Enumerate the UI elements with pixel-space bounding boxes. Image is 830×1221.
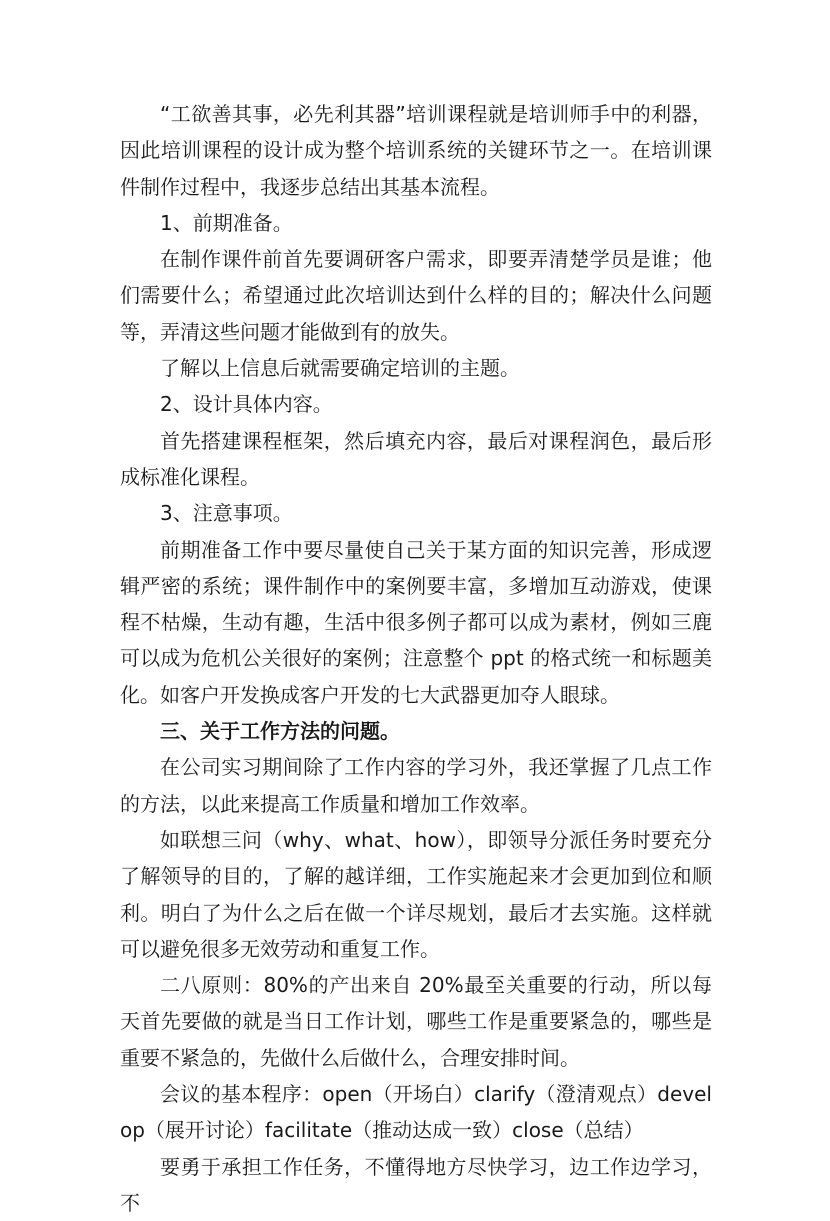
paragraph-pareto-principle: 二八原则：80%的产出来自 20%最至关重要的行动，所以每天首先要做的就是当日工作计划，哪些工作是重要紧急的，哪些是重要不紧急的，先做什么后做什么，合理安排时间。 (120, 973, 712, 1070)
document-body (120, 96, 712, 1221)
heading-step-1: 1、前期准备。 (160, 210, 293, 235)
paragraph-three-questions: 如联想三问（why、what、how），即领导分派任务时要充分了解领导的目的，了解的越详细，工作实施起来才会更加到位和顺利。明白了为什么之后在做一个详尽规划，最后才去实施。这样就可以避免很多无效劳动和重复工作。 (120, 827, 712, 961)
paragraph-step-1-theme: 了解以上信息后就需要确定培训的主题。 (160, 356, 520, 381)
paragraph-meeting-procedure: 会议的基本程序：open（开场白）clarify（澄清观点）develop（展开讨论）facilitate（推动达成一致）close（总结） (120, 1082, 712, 1143)
paragraph-step-3: 前期准备工作中要尽量使自己关于某方面的知识完善，形成逻辑严密的系统；课件制作中的案例要丰富，多增加互动游戏，使课程不枯燥，生动有趣，生活中很多例子都可以成为素材，例如三鹿可以成为危机公关很好的案例；注意整个 ppt 的格式统一和标题美化。如客户开发换成客户开发的七大武器更加夺人眼球。 (120, 537, 712, 707)
paragraph-intro: “工欲善其事，必先利其器”培训课程就是培训师手中的利器，因此培训课程的设计成为整个培训系统的关键环节之一。在培训课件制作过程中，我逐步总结出其基本流程。 (120, 102, 712, 199)
paragraph-take-on-tasks: 要勇于承担工作任务，不懂得地方尽快学习，边工作边学习，不 (120, 1154, 712, 1215)
paragraph-step-2: 首先搭建课程框架，然后填充内容，最后对课程润色，最后形成标准化课程。 (120, 428, 712, 489)
heading-step-2: 2、设计具体内容。 (160, 392, 333, 417)
paragraph-step-1: 在制作课件前首先要调研客户需求，即要弄清楚学员是谁；他们需要什么；希望通过此次培训达到什么样的目的；解决什么问题等，弄清这些问题才能做到有的放失。 (120, 247, 712, 344)
heading-step-3: 3、注意事项。 (160, 501, 293, 526)
paragraph-work-methods-intro: 在公司实习期间除了工作内容的学习外，我还掌握了几点工作的方法，以此来提高工作质量和增加工作效率。 (120, 755, 712, 816)
section-heading-work-methods: 三、关于工作方法的问题。 (160, 719, 400, 744)
